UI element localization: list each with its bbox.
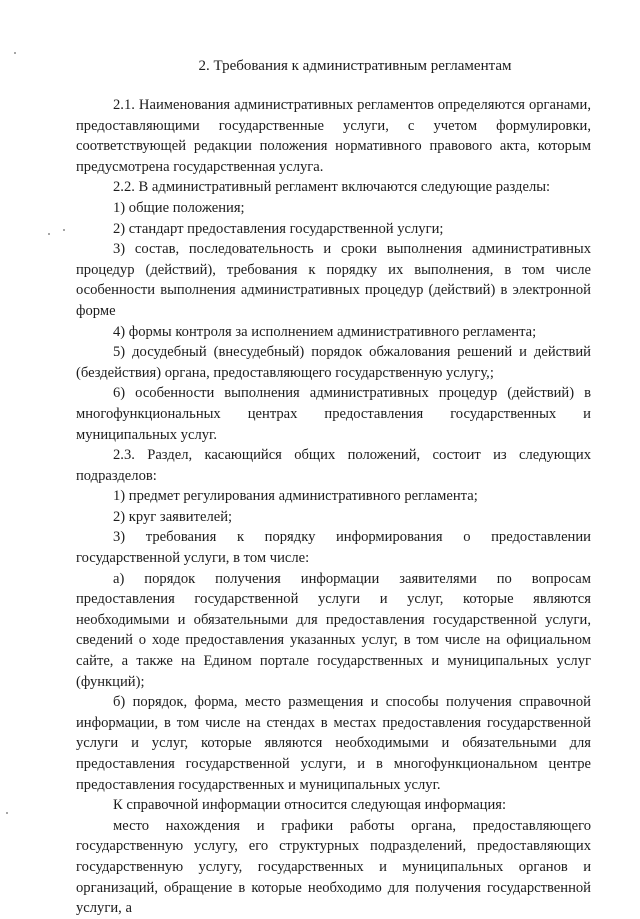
list-item-service-standard: 2) стандарт предоставления государственной услуги;: [113, 220, 444, 237]
paragraph-2-1: 2.1. Наименования административных регламентов определяются органами, предоставляющими государственные услуги, с учетом формулировки, соответствующей редакции положения нормативного правового акта, которым предусмотрена государственная услуга.: [76, 97, 591, 175]
scan-speck: [6, 812, 8, 814]
sub-item-a: а) порядок получения информации заявителями по вопросам предоставления государственной услуги и услуг, которые являются необходимыми и обязательными для предоставления государственной услуги, сведений о ходе предоставления указанных услуг, в том числе на официальном сайте, а также на Едином портале государственных и муниципальных услуг (функций);: [76, 570, 591, 690]
scan-speck: [48, 233, 50, 235]
list-item-informing-requirements: 3) требования к порядку информирования о предоставлении государственной услуги, в том числе:: [76, 529, 591, 567]
section-title: 2. Требования к административным регламентам: [198, 58, 512, 74]
reference-info-intro: К справочной информации относится следующая информация:: [113, 797, 507, 814]
list-item-mfc-features: 6) особенности выполнения административных процедур (действий) в многофункциональных центрах предоставления государственных и муниципальных услуг.: [76, 385, 591, 443]
list-item-procedures: 3) состав, последовательность и сроки выполнения административных процедур (действий), требования к порядку их выполнения, в том числе особенности выполнения административных процедур (действий) в электронной форме: [76, 241, 591, 319]
list-item-control-forms: 4) формы контроля за исполнением административного регламента;: [113, 323, 537, 340]
list-item-applicants: 2) круг заявителей;: [113, 508, 233, 525]
list-item-appeal-procedure: 5) досудебный (внесудебный) порядок обжалования решений и действий (бездействия) органа, предоставляющего государственную услугу,;: [76, 344, 591, 381]
sub-item-b: б) порядок, форма, место размещения и способы получения справочной информации, в том числе на стендах в местах предоставления государственной услуги и услуг, которые являются необходимыми и обязательными для предоставления государственной услуги, и в многофункциональном центре предоставления государственных и муниципальных услуг.: [76, 694, 591, 793]
reference-info-location: место нахождения и графики работы органа, предоставляющего государственную услугу, его структурных подразделений, предоставляющих государственную услугу, государственных и муниципальных органов и организаций, обращение в которые необходимо для получения государственной услуги, а: [76, 817, 591, 917]
list-item-general-provisions: 1) общие положения;: [113, 199, 245, 216]
paragraph-2-3: 2.3. Раздел, касающийся общих положений, состоит из следующих подразделов:: [76, 447, 591, 484]
scan-speck: [14, 52, 16, 54]
scan-speck: [63, 229, 65, 231]
document-body: [76, 95, 591, 919]
paragraph-2-2: 2.2. В административный регламент включаются следующие разделы:: [113, 179, 551, 196]
list-item-regulation-subject: 1) предмет регулирования административного регламента;: [113, 488, 478, 505]
